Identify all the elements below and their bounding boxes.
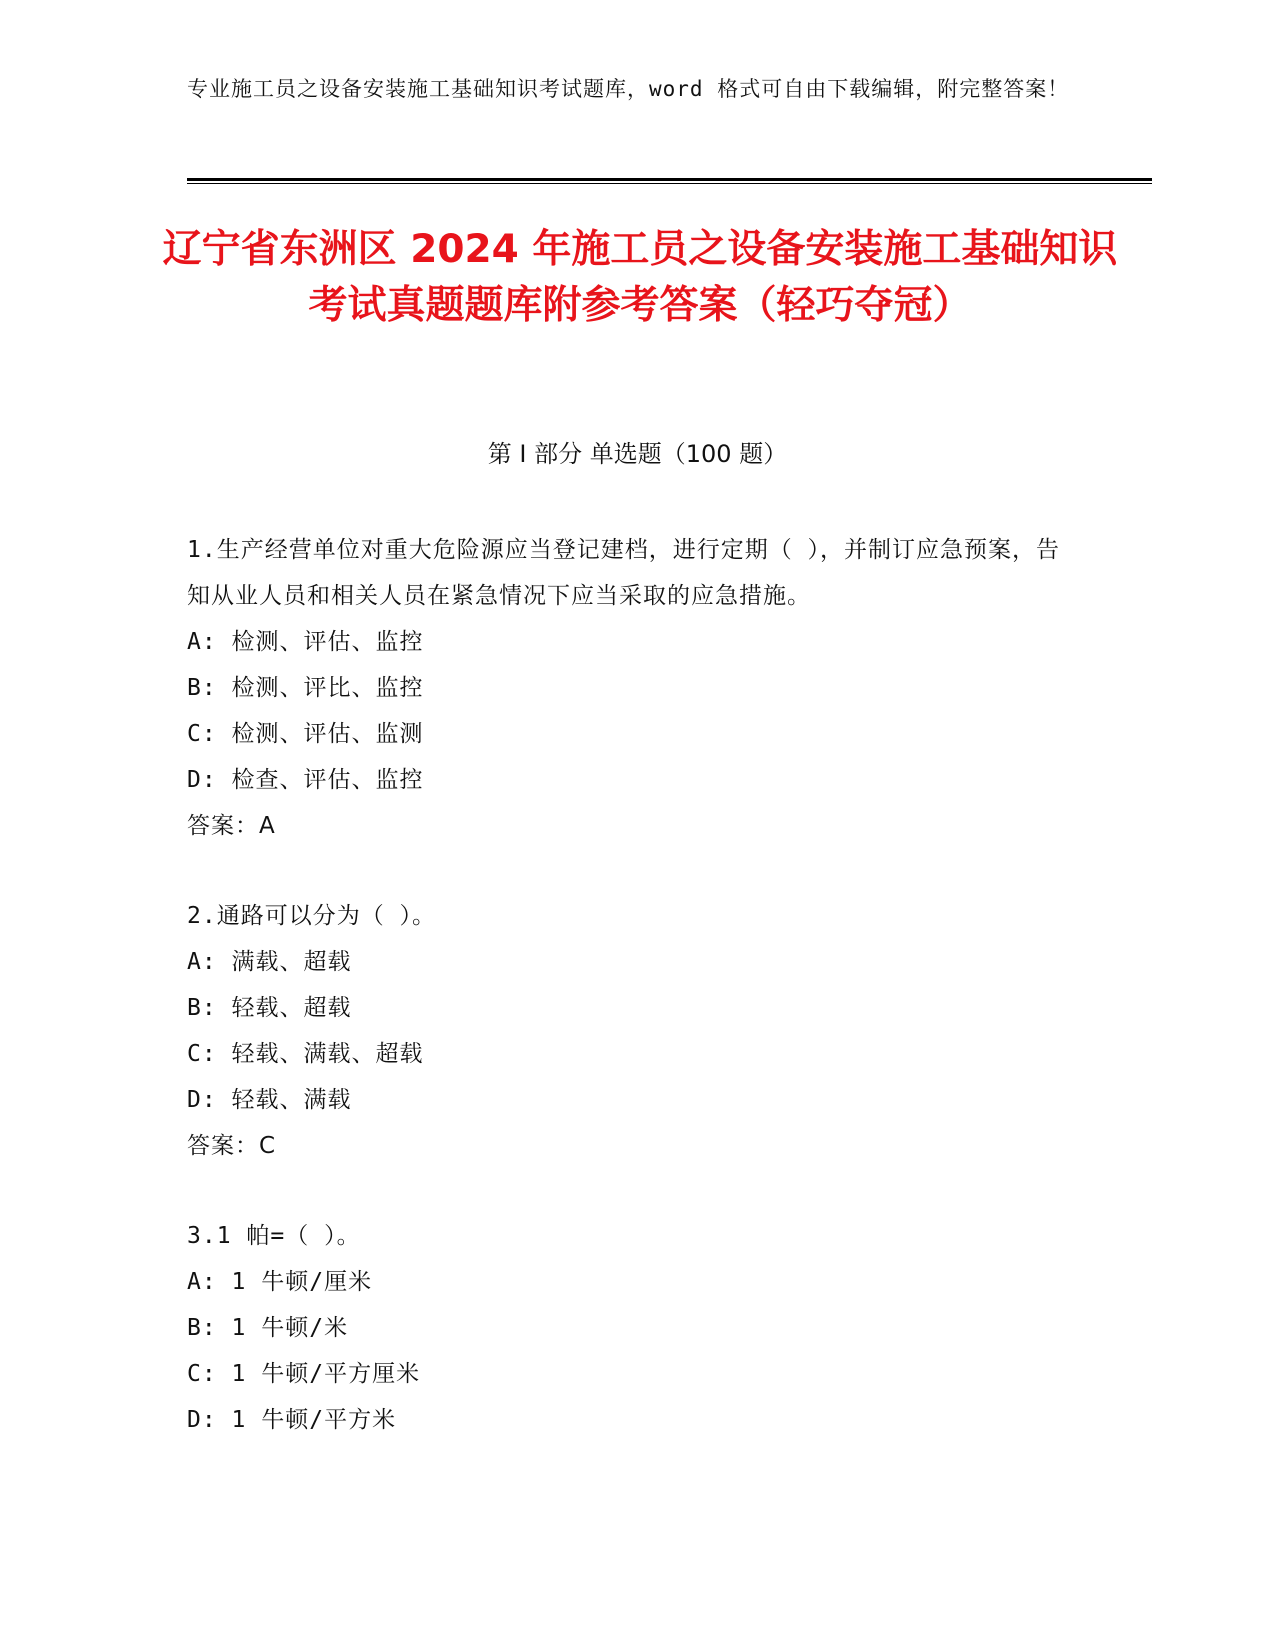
header-note: 专业施工员之设备安装施工基础知识考试题库，word 格式可自由下载编辑，附完整答案！ [187, 77, 1070, 101]
option-b: B: 轻载、超载 [187, 995, 352, 1021]
question-item [187, 1213, 1082, 1443]
option-a: A: 满载、超载 [187, 949, 352, 975]
option-c: C: 轻载、满载、超载 [187, 1041, 424, 1067]
option-c: C: 检测、评估、监测 [187, 721, 424, 747]
option-d: D: 1 牛顿/平方米 [187, 1407, 397, 1433]
document-title: 辽宁省东洲区 2024 年施工员之设备安装施工基础知识考试真题题库附参考答案（轻巧夺冠） [162, 227, 1118, 328]
option-c: C: 1 牛顿/平方厘米 [187, 1361, 421, 1387]
header-divider-thick [187, 178, 1152, 181]
option-b: B: 1 牛顿/米 [187, 1315, 349, 1341]
question-item [187, 527, 1082, 849]
option-d: D: 检查、评估、监控 [187, 767, 424, 793]
option-b: B: 检测、评比、监控 [187, 675, 424, 701]
question-item [187, 893, 1082, 1169]
answer-line: 答案：C [187, 1133, 277, 1159]
question-list [187, 527, 1082, 1443]
question-spacer [187, 849, 1082, 893]
option-d: D: 轻载、满载 [187, 1087, 352, 1113]
option-a: A: 1 牛顿/厘米 [187, 1269, 373, 1295]
section-title: 第 I 部分 单选题（100 题） [487, 440, 788, 468]
question-stem: 1.生产经营单位对重大危险源应当登记建档，进行定期（ ），并制订应急预案，告知从业人员和相关人员在紧急情况下应当采取的应急措施。 [187, 537, 1061, 609]
question-stem: 2.通路可以分为（ ）。 [187, 903, 437, 929]
header-divider-thin [187, 183, 1152, 184]
answer-line: 答案：A [187, 813, 276, 839]
option-a: A: 检测、评估、监控 [187, 629, 424, 655]
question-spacer [187, 1169, 1082, 1213]
question-stem: 3.1 帕=（ ）。 [187, 1223, 361, 1249]
